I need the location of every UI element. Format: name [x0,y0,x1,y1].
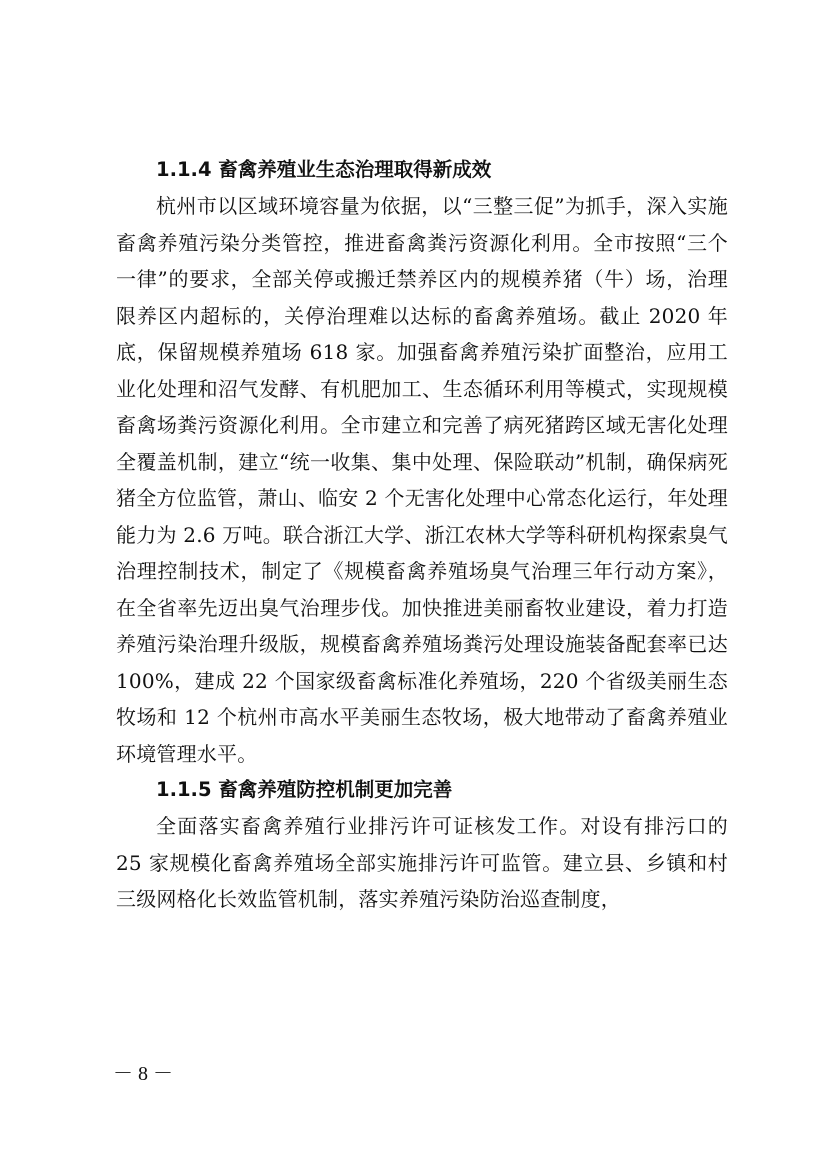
page-number: － 8 － [113,1063,173,1085]
section-heading-1-1-4: 1.1.4 畜禽养殖业生态治理取得新成效 [156,158,492,181]
section-heading-1-1-5: 1.1.5 畜禽养殖防控机制更加完善 [156,778,453,801]
section-paragraph-1-1-5: 全面落实畜禽养殖行业排污许可证核发工作。对设有排污口的 25 家规模化畜禽养殖场全部实施排污许可监管。建立县、乡镇和村三级网格化长效监管机制，落实养殖污染防治巡查制度， [116,814,728,911]
section-paragraph-1-1-4: 杭州市以区域环境容量为依据，以“三整三促”为抓手，深入实施畜禽养殖污染分类管控，推进畜禽粪污资源化利用。全市按照“三个一律”的要求，全部关停或搬迁禁养区内的规模养猪（牛）场，治理限养区内超标的，关停治理难以达标的畜禽养殖场。截止 2020 年底，保留规模养殖场 618 家。加强畜禽养殖污染扩面整治，应用工业化处理和沼气发酵、有机肥加工、生态循环利用等模式，实现规模畜禽场粪污资源化利用。全市建立和完善了病死猪跨区域无害化处理全覆盖机制，建立“统一收集、集中处理、保险联动”机制，确保病死猪全方位监管，萧山、临安 2 个无害化处理中心常态化运行，年处理能力为 2.6 万吨。联合浙江大学、浙江农林大学等科研机构探索臭气治理控制技术，制定了《规模畜禽养殖场臭气治理三年行动方案》，在全省率先迈出臭气治理步伐。加快推进美丽畜牧业建设，着力打造养殖污染治理升级版，规模畜禽养殖场粪污处理设施装备配套率已达 100%，建成 22 个国家级畜禽标准化养殖场，220 个省级美丽生态牧场和 12 个杭州市高水平美丽生态牧场，极大地带动了畜禽养殖业环境管理水平。 [116,194,728,766]
document-body [116,152,728,918]
